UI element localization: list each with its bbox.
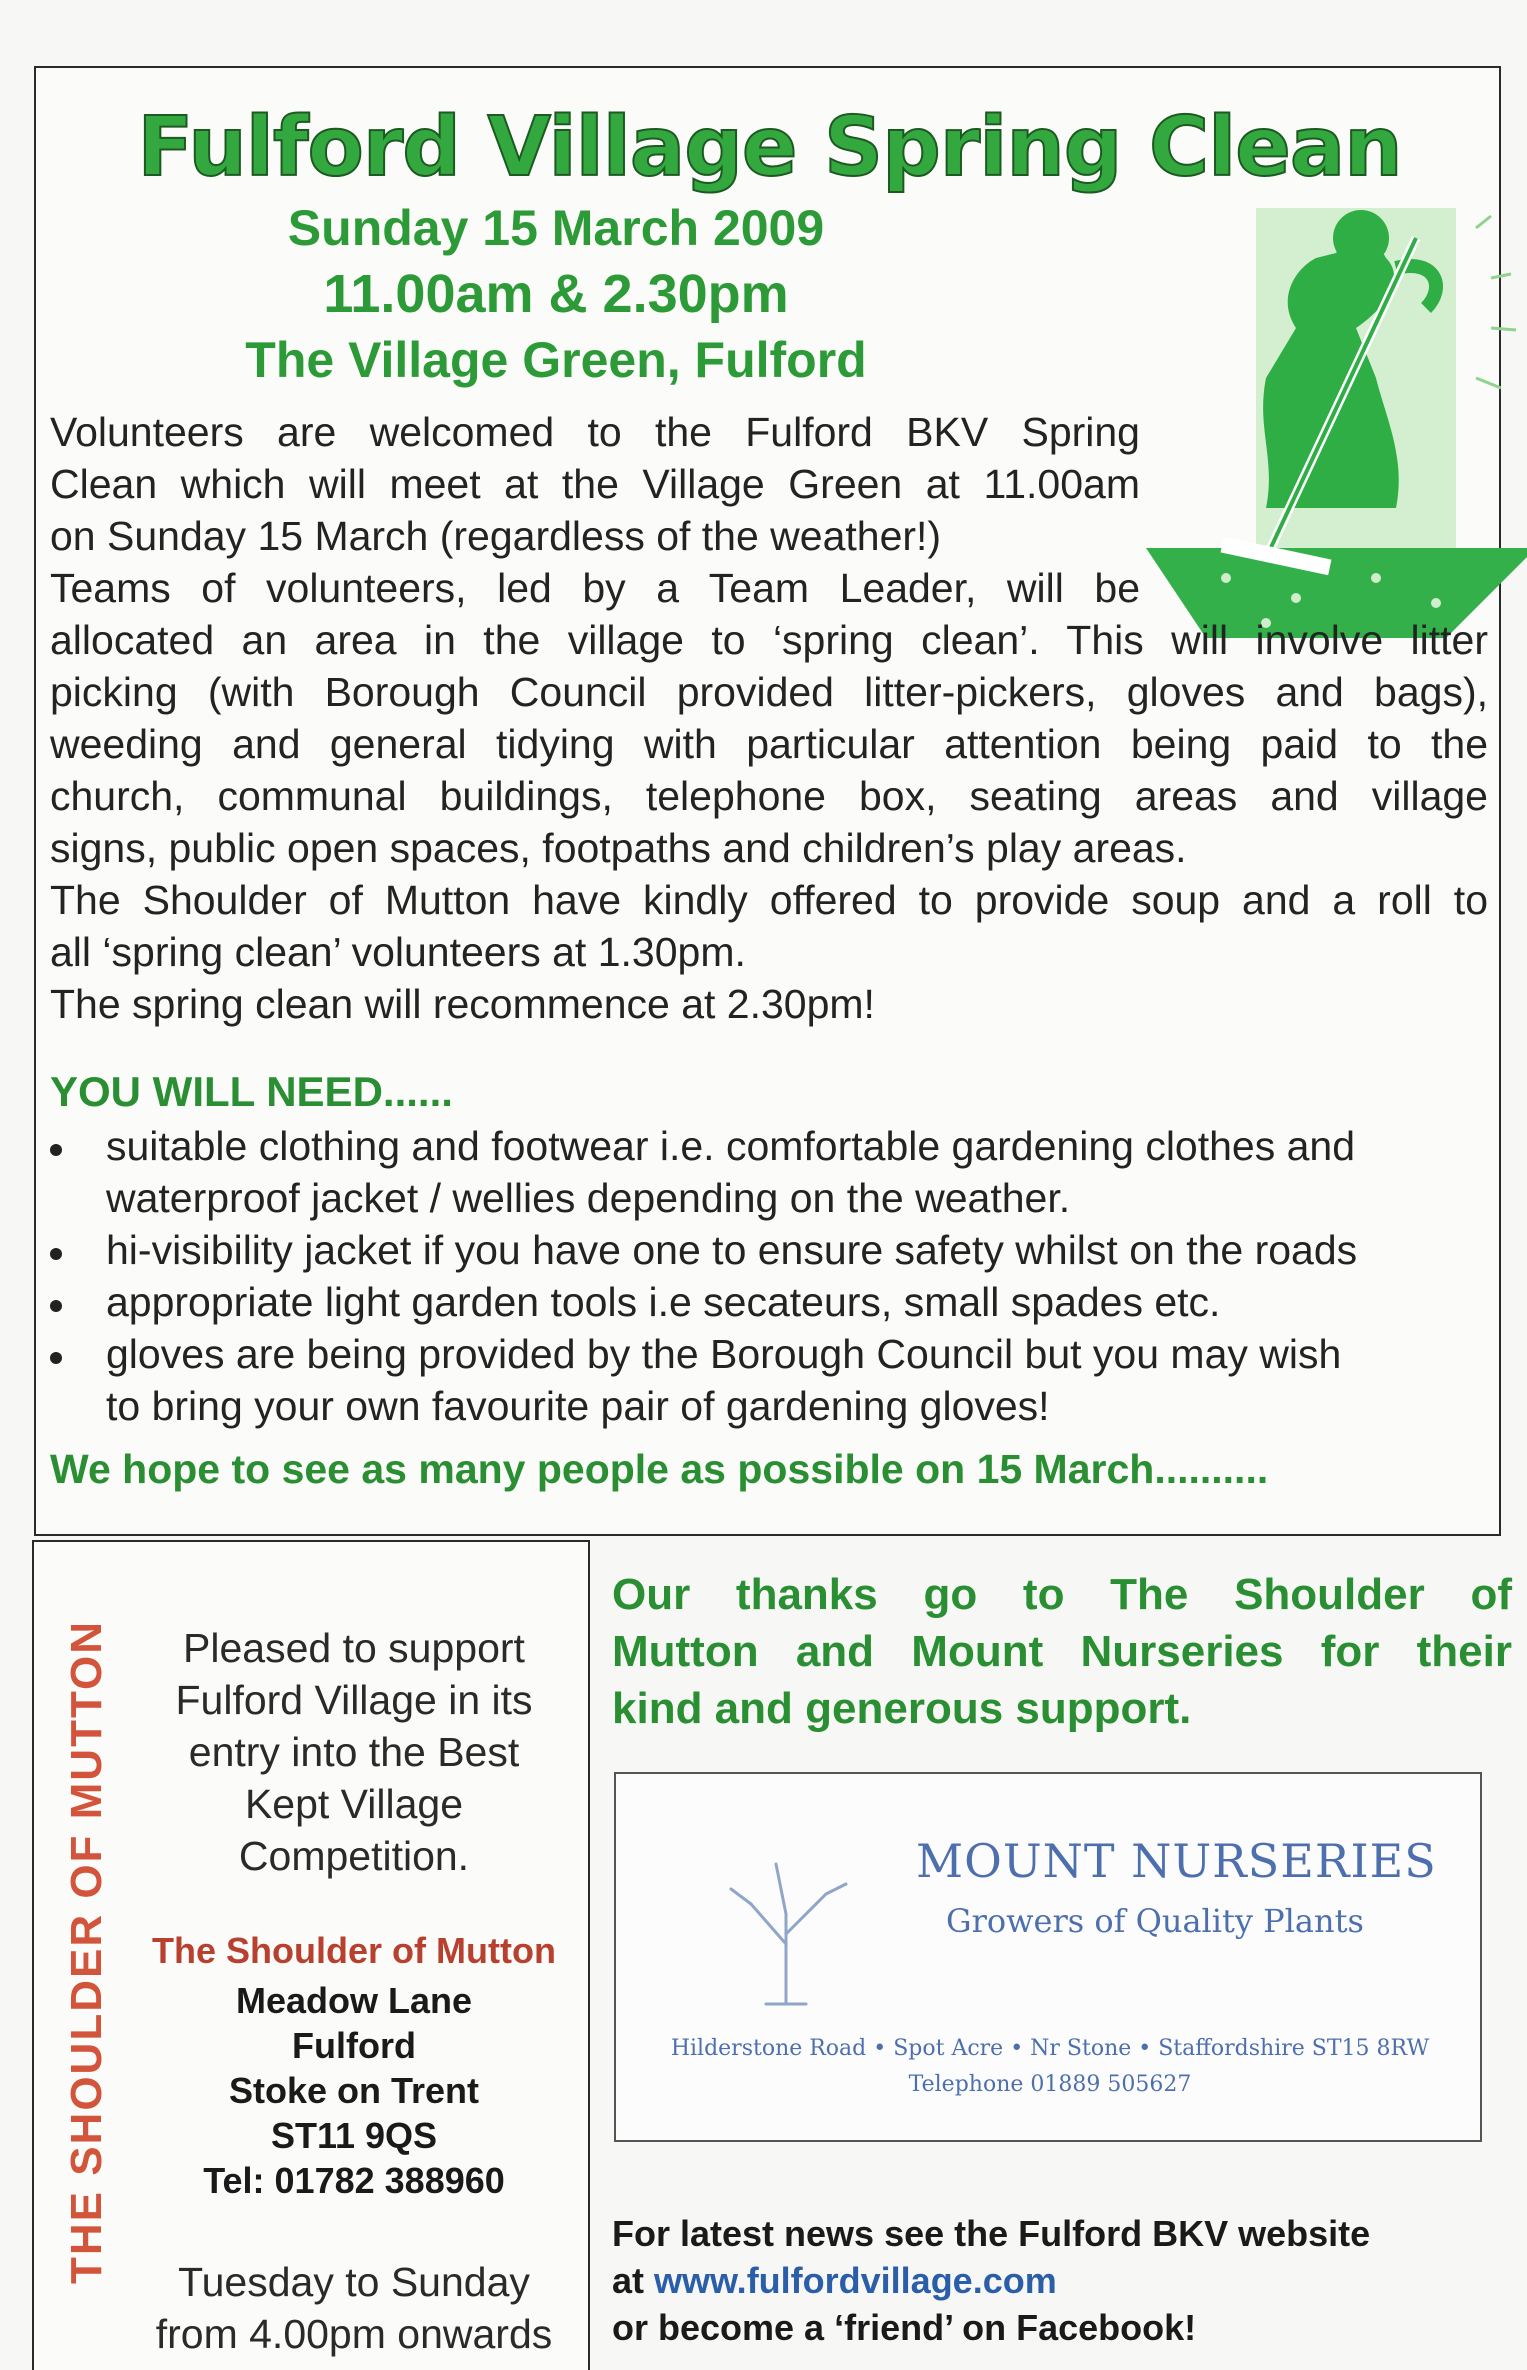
event-venue: The Village Green, Fulford [245, 332, 867, 388]
bullet-icon [50, 1144, 62, 1156]
nursery-telephone: Telephone 01889 505627 [908, 2072, 1192, 2097]
bullet-icon [50, 1352, 62, 1364]
raking-figure-clipart [1146, 198, 1527, 638]
list-item: hi-visibility jacket if you have one to ensure safety whilst on the roads [106, 1227, 1358, 1273]
pub-vertical-name: THE SHOULDER OF MUTTON [62, 1619, 111, 2285]
intro-line: allocated an area in the village to ‘spring clean’. This will involve litter [50, 617, 1488, 663]
facebook-line: or become a ‘friend’ on Facebook! [612, 2307, 1197, 2348]
intro-line: Teams of volunteers, led by a Team Leader, will be [50, 565, 1140, 611]
pub-support-text: Pleased to support Fulford Village in its entry into the Best Kept Village Competition. [175, 1625, 533, 1879]
intro-line: Volunteers are welcomed to the Fulford BKV Spring [50, 409, 1140, 455]
website-line: For latest news see the Fulford BKV website [612, 2213, 1371, 2254]
event-times: 11.00am & 2.30pm [323, 264, 789, 324]
thanks-message: Our thanks go to The Shoulder of Mutton and Mount Nurseries for their kind and generous support. [612, 1570, 1512, 1733]
pub-hours: Tuesday to Sunday from 4.00pm onwards [155, 2259, 553, 2357]
intro-line: on Sunday 15 March (regardless of the weather!) [50, 513, 942, 559]
bullet-icon [50, 1248, 62, 1260]
bullet-icon [50, 1300, 62, 1312]
event-date: Sunday 15 March 2009 [287, 200, 825, 256]
website-notice [612, 2210, 1512, 2351]
intro-line: signs, public open spaces, footpaths and children’s play areas. [50, 825, 1187, 871]
you-will-need-heading: YOU WILL NEED...... [50, 1068, 453, 1115]
list-item: appropriate light garden tools i.e secateurs, small spades etc. [106, 1279, 1221, 1325]
mount-nurseries-advert [614, 1772, 1482, 2142]
intro-line: The Shoulder of Mutton have kindly offered to provide soup and a roll to [50, 877, 1488, 923]
website-url-line: at www.fulfordvillage.com [612, 2260, 1057, 2301]
tree-logo-icon [706, 1834, 866, 2014]
intro-line: The spring clean will recommence at 2.30pm! [50, 981, 875, 1027]
pub-address: Meadow Lane Fulford Stoke on Trent ST11 9QS Tel: 01782 388960 [203, 1980, 505, 2201]
intro-line: church, communal buildings, telephone box, seating areas and village [50, 773, 1488, 819]
spring-clean-notice [34, 66, 1501, 1536]
nursery-tagline: Growers of Quality Plants [946, 1902, 1364, 1940]
intro-line: all ‘spring clean’ volunteers at 1.30pm. [50, 929, 746, 975]
nursery-address: Hilderstone Road • Spot Acre • Nr Stone • Staffordshire ST15 8RW [670, 2036, 1430, 2061]
closing-line: We hope to see as many people as possible on 15 March.......... [50, 1446, 1269, 1492]
list-item: gloves are being provided by the Borough Council but you may wish [106, 1331, 1342, 1377]
pub-name: The Shoulder of Mutton [152, 1930, 556, 1971]
nursery-name: MOUNT NURSERIES [916, 1834, 1437, 1888]
list-item: waterproof jacket / wellies depending on the weather. [106, 1175, 1071, 1221]
list-item: suitable clothing and footwear i.e. comfortable gardening clothes and [106, 1123, 1356, 1169]
pub-advert [32, 1540, 590, 2370]
intro-line: weeding and general tidying with particular attention being paid to the [50, 721, 1488, 767]
intro-line: Clean which will meet at the Village Green at 11.00am [50, 461, 1140, 507]
list-item: to bring your own favourite pair of gardening gloves! [106, 1383, 1050, 1429]
website-link[interactable]: www.fulfordvillage.com [654, 2260, 1057, 2301]
intro-line: picking (with Borough Council provided litter-pickers, gloves and bags), [50, 669, 1488, 715]
notice-title: Fulford Village Spring Clean [137, 100, 1402, 195]
